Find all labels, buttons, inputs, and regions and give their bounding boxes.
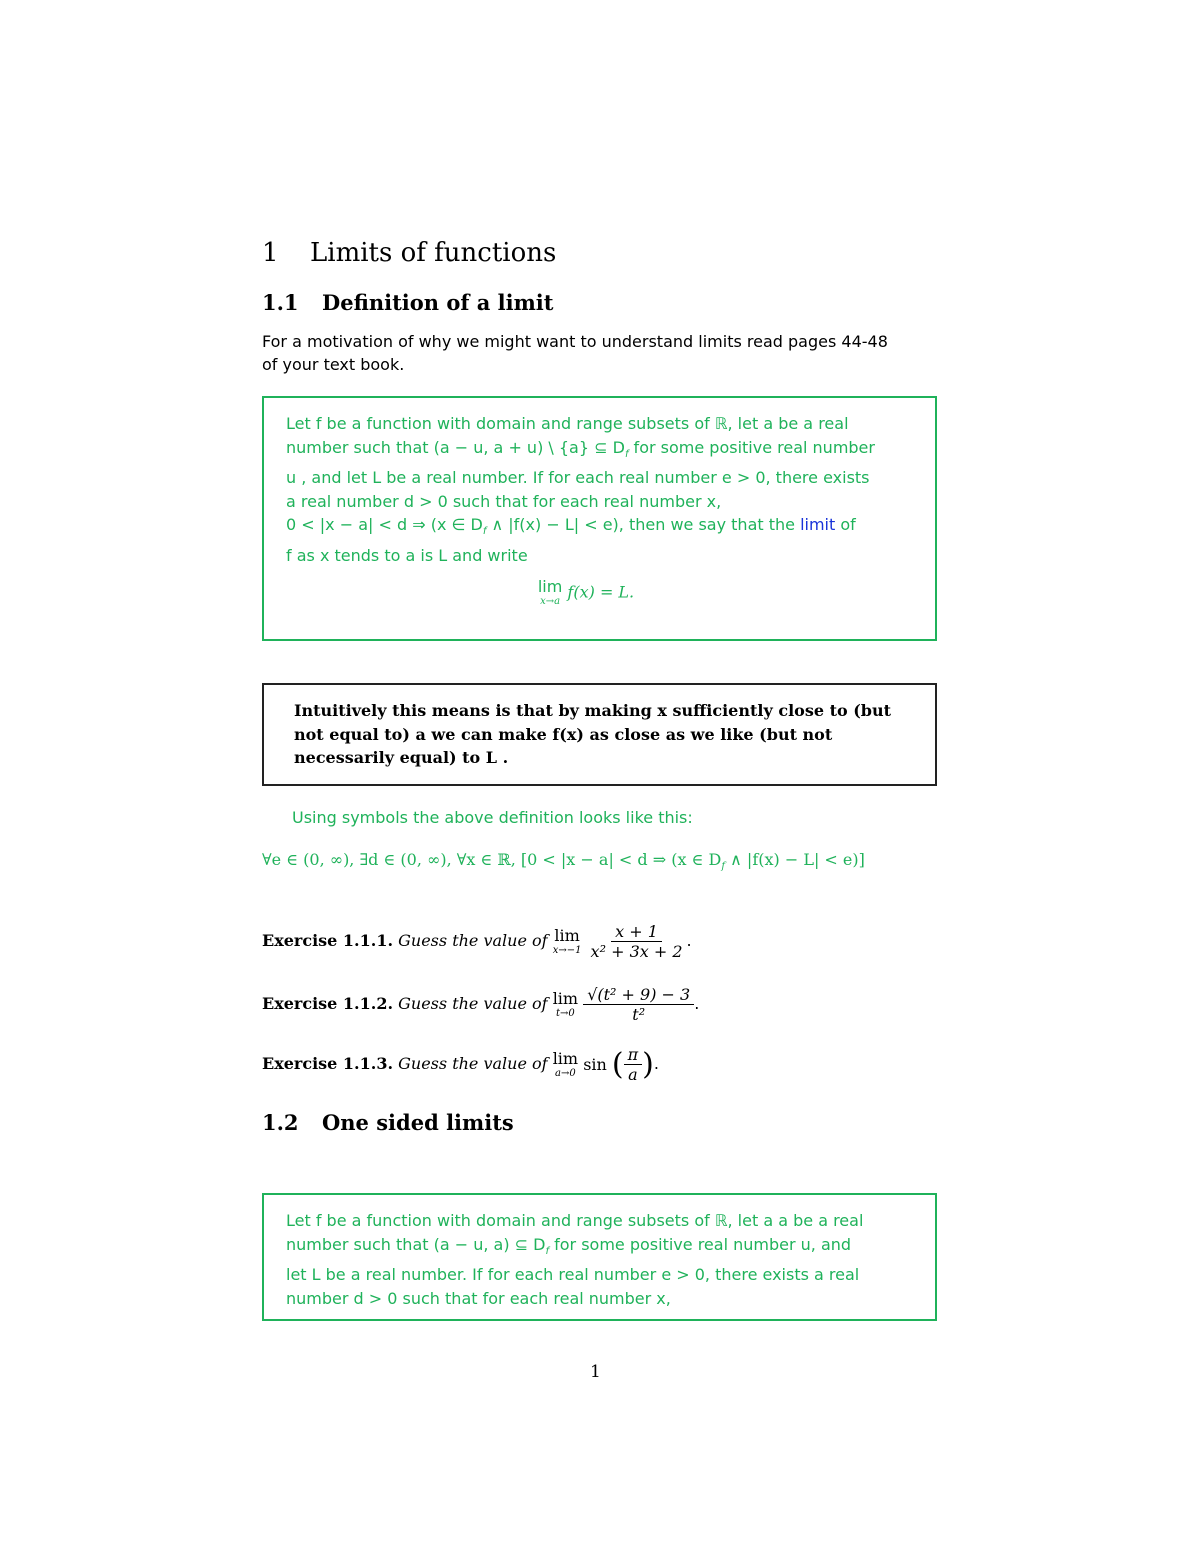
onesided-line: number such that (a − u, a) ⊆ $D_f$ for some positive real number u, and: [286, 1234, 852, 1257]
symbols-intro: Using symbols the above definition looks like this:: [292, 808, 693, 827]
sin-function: sin: [583, 1055, 607, 1074]
page-number: 1: [590, 1362, 601, 1382]
lim-operator: lim a→0: [552, 1048, 579, 1079]
lim-operator: lim t→0: [552, 988, 579, 1019]
exercise-label: Exercise 1.1.1.: [262, 931, 394, 950]
definition-line: 0 < |x − a| < d ⇒ (x ∈ $D_f$ ∧ |f(x) − L| < e), then we say that the limit of: [286, 515, 856, 538]
section-number: 1: [262, 238, 279, 268]
exercise-text: Guess the value of: [398, 931, 548, 950]
intuition-box: [262, 683, 937, 786]
lim-operator: lim x→a: [537, 577, 563, 608]
intro-paragraph: [262, 330, 938, 376]
symbols-formula: ∀e ∈ (0, ∞), ∃d ∈ (0, ∞), ∀x ∈ ℝ, [0 < |x − a| < d ⇒ (x ∈ $D_f$ ∧ |f(x) − L| < e)]: [262, 850, 865, 873]
exercise-2: Exercise 1.1.2. Guess the value of lim t→0 $\frac{\text{√(t² + 9) − 3}}{\text{t²}}$ .: [262, 985, 700, 1024]
subsection-title: One sided limits: [322, 1110, 514, 1135]
subsection-number: 1.1: [262, 290, 299, 315]
exercise-text: Guess the value of: [398, 1054, 548, 1073]
fraction: $\frac{x + 1}{\text{x² + 3x + 2}}$: [590, 922, 683, 961]
subsection-number: 1.2: [262, 1110, 299, 1135]
intro-line: For a motivation of why we might want to understand limits read pages 44-48: [262, 332, 888, 351]
intro-line: of your text book.: [262, 355, 405, 374]
section-heading: [262, 238, 556, 268]
onesided-line: Let f be a function with domain and range subsets of ℝ, let a a be a real: [286, 1211, 864, 1230]
exercise-text: Guess the value of: [398, 994, 548, 1013]
right-paren: ): [642, 1047, 654, 1082]
intuition-text: Intuitively this means is that by making x sufficiently close to (but not equal to) a we can make f(x) as close as we like (but not necessarily equal) to L .: [294, 701, 891, 767]
definition-line: number such that (a − u, a + u) \ {a} ⊆ $D_f$ for some positive real number: [286, 437, 875, 460]
subsection-heading-1: [262, 290, 553, 315]
exercise-label: Exercise 1.1.3.: [262, 1054, 394, 1073]
limit-link[interactable]: limit: [800, 515, 836, 535]
subsection-title: Definition of a limit: [322, 290, 554, 315]
definition-text: [286, 412, 916, 607]
onesided-line: let L be a real number. If for each real number e > 0, there exists a real: [286, 1265, 860, 1285]
definition-line: a real number d > 0 such that for each real number x,: [286, 491, 722, 511]
left-paren: (: [611, 1047, 624, 1082]
onesided-text: [286, 1209, 916, 1310]
lim-operator: lim x→−1: [552, 925, 582, 956]
definition-line: f as x tends to a is L and write: [286, 545, 528, 565]
definition-line: Let f be a function with domain and range subsets of ℝ, let a be a real: [286, 414, 849, 433]
definition-box: [262, 396, 937, 641]
onesided-definition-box: [262, 1193, 937, 1321]
limit-formula: lim x→a f(x) = L.: [537, 577, 635, 608]
exercise-label: Exercise 1.1.2.: [262, 994, 394, 1013]
exercise-1: Exercise 1.1.1. Guess the value of lim x→−1 $\frac{x + 1}{\text{x² + 3x + 2}}$ .: [262, 922, 692, 961]
onesided-line: number d > 0 such that for each real number x,: [286, 1288, 671, 1308]
exercise-3: Exercise 1.1.3. Guess the value of lim a→0 sin ( $\frac{\pi}{a}$ ).: [262, 1045, 659, 1084]
fraction: $\frac{\pi}{a}$: [624, 1045, 643, 1084]
definition-line: u , and let L be a real number. If for each real number e > 0, there exists: [286, 468, 870, 488]
section-title: Limits of functions: [310, 238, 557, 268]
fraction: $\frac{\text{√(t² + 9) − 3}}{\text{t²}}$: [583, 985, 694, 1024]
subsection-heading-2: [262, 1110, 514, 1135]
